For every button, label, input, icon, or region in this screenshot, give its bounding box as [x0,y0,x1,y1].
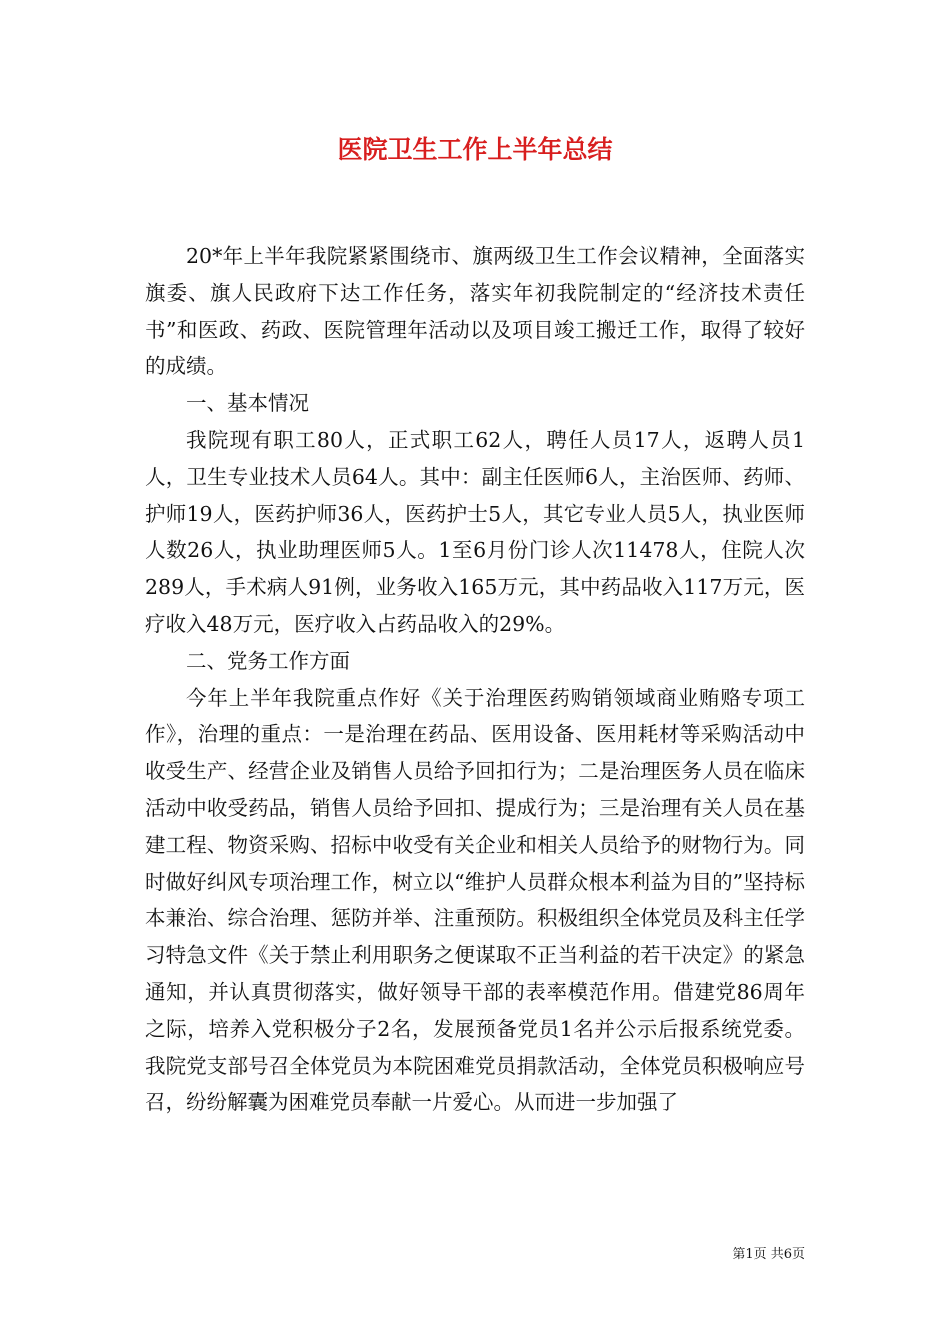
document-title: 医院卫生工作上半年总结 [337,135,613,164]
section-heading-basic-situation: 一、基本情况 [186,391,309,416]
page-number-footer: 第1页 共6页 [732,1247,805,1262]
paragraph-party-work: 今年上半年我院重点作好《关于治理医药购销领域商业贿赂专项工作》，治理的重点：一是治理在药品、医用设备、医用耗材等采购活动中收受生产、经营企业及销售人员给予回扣行为；二是治理医务人员在临床活动中收受药品，销售人员给予回扣、提成行为；三是治理有关人员在基建工程、物资采购、招标中收受有关企业和相关人员给予的财物行为。同时做好纠风专项治理工作，树立以“维护人员群众根本利益为目的”坚持标本兼治、综合治理、惩防并举、注重预防。积极组织全体党员及科主任学习特急文件《关于禁止利用职务之便谋取不正当利益的若干决定》的紧急通知，并认真贯彻落实，做好领导干部的表率模范作用。借建党86周年之际，培养入党积极分子2名，发展预备党员1名并公示后报系统党委。我院党支部号召全体党员为本院困难党员捐款活动，全体党员积极响应号召，纷纷解囊为困难党员奉献一片爱心。从而进一步加强了 [145,685,805,1115]
section-heading-party-work: 二、党务工作方面 [186,648,350,673]
paragraph-intro: 20*年上半年我院紧紧围绕市、旗两级卫生工作会议精神，全面落实旗委、旗人民政府下达工作任务，落实年初我院制定的“经济技术责任书”和医政、药政、医院管理年活动以及项目竣工搬迁工作，取得了较好的成绩。 [145,244,805,379]
paragraph-basic-situation: 我院现有职工80人，正式职工62人，聘任人员17人，返聘人员1人，卫生专业技术人员64人。其中：副主任医师6人，主治医师、药师、护师19人，医药护师36人，医药护士5人，其它专业人员5人，执业医师人数26人，执业助理医师5人。1至6月份门诊人次11478人，住院人次289人，手术病人91例，业务收入165万元，其中药品收入117万元，医疗收入48万元，医疗收入占药品收入的29%。 [145,427,805,636]
document-body [145,238,805,1121]
